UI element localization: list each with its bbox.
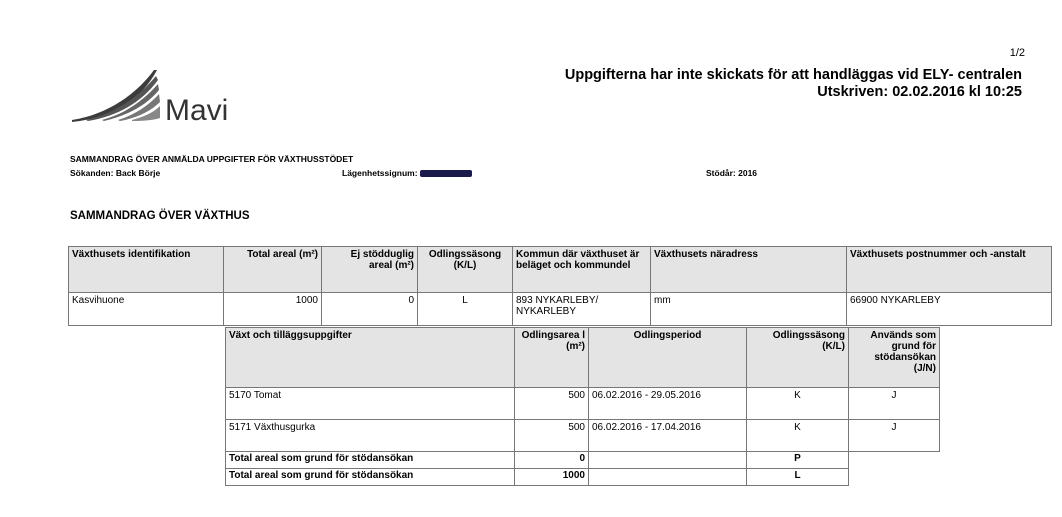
header-ineligible-area: Ej stödduglig areal (m²) — [322, 247, 418, 293]
support-year — [706, 168, 757, 178]
total-label: Total areal som grund för stödansökan — [226, 452, 515, 469]
header-plant: Växt och tilläggsuppgifter — [226, 328, 515, 388]
cultivation-period: 06.02.2016 - 17.04.2016 — [589, 420, 747, 452]
cultivation-area: 500 — [515, 388, 589, 420]
ineligible-area: 0 — [322, 293, 418, 326]
cultivation-period: 06.02.2016 - 29.05.2016 — [589, 388, 747, 420]
header-municipality: Kommun där växthuset är beläget och kommundel — [513, 247, 651, 293]
farm-signum — [342, 168, 472, 178]
address: mm — [651, 293, 847, 326]
cultivation-area: 500 — [515, 420, 589, 452]
total-season: P — [747, 452, 849, 469]
year-value: 2016 — [738, 168, 758, 178]
total-row — [226, 469, 940, 486]
total-area-value: 1000 — [515, 469, 589, 486]
total-label: Total areal som grund för stödansökan — [226, 469, 515, 486]
applicant-label: Sökanden: — [70, 168, 114, 178]
greenhouse-header-row — [69, 247, 1052, 293]
municipality: 893 NYKARLEBY/ NYKARLEBY — [513, 293, 651, 326]
mavi-swoosh-icon — [70, 66, 250, 126]
cultivation-season: K — [747, 388, 849, 420]
total-row — [226, 452, 940, 469]
header-greenhouse-id: Växthusets identifikation — [69, 247, 224, 293]
blank-cell — [849, 452, 940, 469]
header-cultivation-period: Odlingsperiod — [589, 328, 747, 388]
header-used-as-basis: Används som grund för stödansökan (J/N) — [849, 328, 940, 388]
used-as-basis: J — [849, 388, 940, 420]
header-season: Odlingssäsong (K/L) — [418, 247, 513, 293]
greenhouse-id: Kasvihuone — [69, 293, 224, 326]
header-address: Växthusets näradress — [651, 247, 847, 293]
redacted-signum — [420, 170, 472, 177]
summary-title: SAMMANDRAG ÖVER ANMÄLDA UPPGIFTER FÖR VÄXTHUSSTÖDET — [70, 154, 354, 164]
submission-notice: Uppgifterna har inte skickats för att handläggas vid ELY- centralen — [564, 67, 1022, 83]
table-row — [69, 293, 1052, 326]
plant-header-row — [226, 328, 940, 388]
plant-table — [225, 327, 940, 486]
applicant — [70, 168, 160, 178]
postal: 66900 NYKARLEBY — [847, 293, 1052, 326]
season: L — [418, 293, 513, 326]
blank-cell — [849, 469, 940, 486]
cultivation-season: K — [747, 420, 849, 452]
table-row — [226, 388, 940, 420]
plant-name: 5170 Tomat — [226, 388, 515, 420]
used-as-basis: J — [849, 420, 940, 452]
total-empty-cell — [589, 469, 747, 486]
header-postal: Växthusets postnummer och -anstalt — [847, 247, 1052, 293]
total-area: 1000 — [224, 293, 322, 326]
table-row — [226, 420, 940, 452]
total-area-value: 0 — [515, 452, 589, 469]
header-total-area: Total areal (m²) — [224, 247, 322, 293]
printed-timestamp: Utskriven: 02.02.2016 kl 10:25 — [817, 84, 1022, 100]
mavi-logo — [70, 66, 250, 126]
applicant-value: Back Börje — [115, 168, 161, 178]
header-cultivation-season: Odlingssäsong (K/L) — [747, 328, 849, 388]
signum-label: Lägenhetssignum: — [342, 168, 418, 178]
section-title: SAMMANDRAG ÖVER VÄXTHUS — [70, 210, 250, 222]
logo-text: Mavi — [165, 94, 229, 126]
page-number: 1/2 — [1009, 47, 1025, 59]
total-empty-cell — [589, 452, 747, 469]
plant-name: 5171 Växthusgurka — [226, 420, 515, 452]
header-cultivation-area: Odlingsarea l (m²) — [515, 328, 589, 388]
year-label: Stödår: — [706, 168, 736, 178]
total-season: L — [747, 469, 849, 486]
greenhouse-table — [68, 246, 1052, 326]
